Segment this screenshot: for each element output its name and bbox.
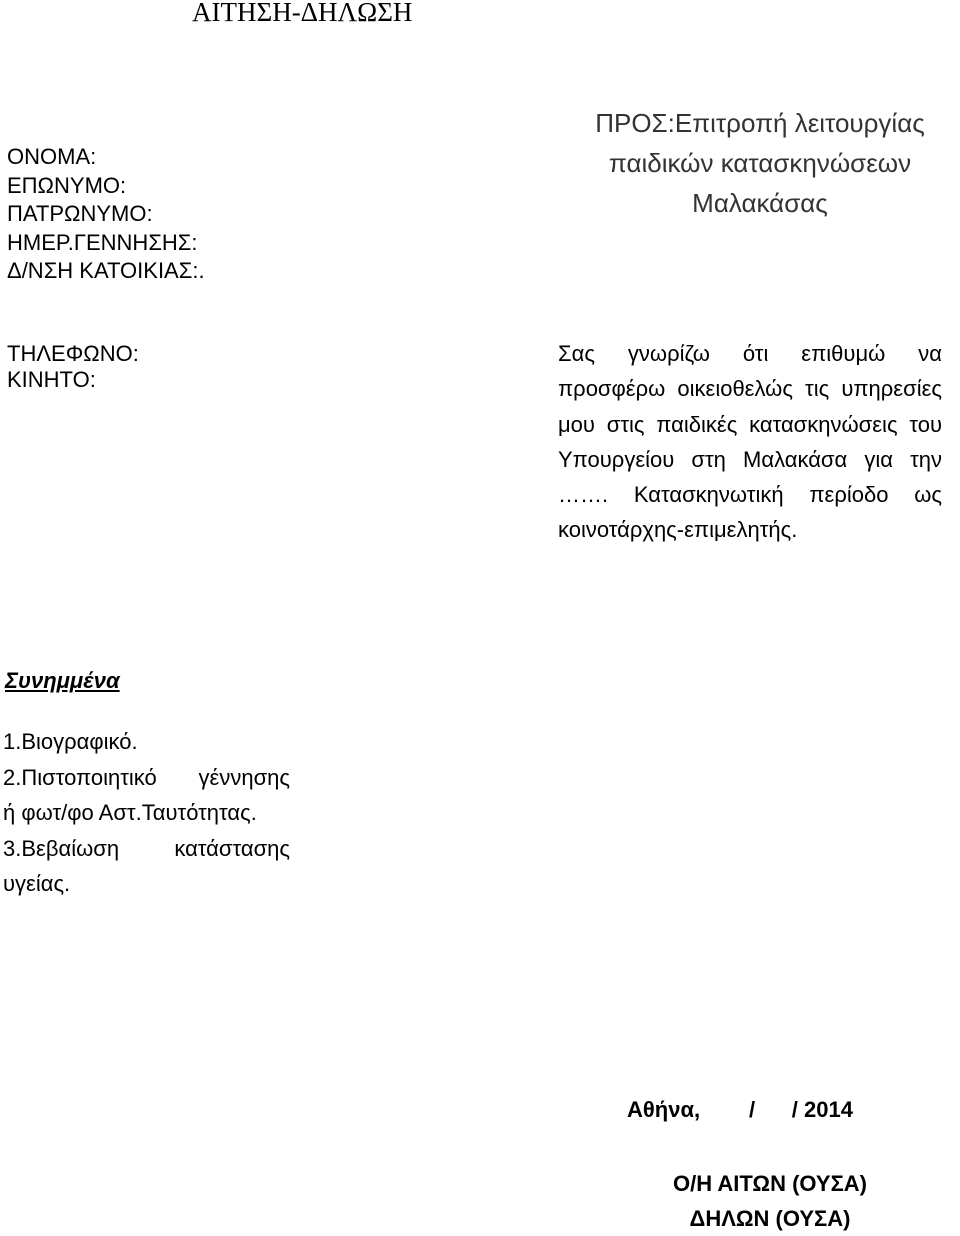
document-title: ΑΙΤΗΣΗ-ΔΗΛΩΣΗ xyxy=(192,0,412,29)
attachments-heading: Συνημμένα xyxy=(5,666,120,696)
recipient-line: ΠΡΟΣ:Επιτροπή λειτουργίας xyxy=(560,103,960,143)
signature-line: ΔΗΛΩΝ (ΟΥΣΑ) xyxy=(620,1202,920,1236)
field-birthdate-label: ΗΜΕΡ.ΓΕΝΝΗΣΗΣ: xyxy=(7,229,205,258)
recipient-block xyxy=(560,103,960,223)
attachment-item: 1.Βιογραφικό. xyxy=(3,724,290,760)
attachment-item: υγείας. xyxy=(3,866,290,902)
field-address-label: Δ/ΝΣΗ ΚΑΤΟΙΚΙΑΣ:. xyxy=(7,257,205,286)
signature-line: Ο/Η ΑΙΤΩΝ (ΟΥΣΑ) xyxy=(620,1167,920,1202)
field-surname-label: ΕΠΩΝΥΜΟ: xyxy=(7,172,205,201)
attachment-item: ή φωτ/φο Αστ.Ταυτότητας. xyxy=(3,795,290,831)
field-name-label: ΟΝΟΜΑ: xyxy=(7,143,205,172)
attachment-item: 3.Βεβαίωση κατάστασης xyxy=(3,831,290,867)
field-mobile-label: ΚΙΝΗΤΟ: xyxy=(7,367,139,393)
field-phone-label: ΤΗΛΕΦΩΝΟ: xyxy=(7,341,139,367)
declaration-text: Σας γνωρίζω ότι επιθυμώ να προσφέρω οικειοθελώς τις υπηρεσίες μου στις παιδικές κατασκηνώσεις του Υπουργείου στη Μαλακάσα για την ……. Κατασκηνωτική περίοδο ως κοινοτάρχης-επιμελητής. xyxy=(558,336,942,548)
recipient-line: παιδικών κατασκηνώσεων xyxy=(560,143,960,183)
contact-fields xyxy=(7,341,139,393)
date-line: Αθήνα, / / 2014 xyxy=(627,1094,853,1126)
signature-block xyxy=(620,1167,920,1236)
applicant-fields xyxy=(7,143,205,286)
attachment-item: 2.Πιστοποιητικό γέννησης xyxy=(3,760,290,796)
recipient-line: Μαλακάσας xyxy=(560,183,960,223)
field-fathers-name-label: ΠΑΤΡΩΝΥΜΟ: xyxy=(7,200,205,229)
attachments-list xyxy=(3,724,290,902)
